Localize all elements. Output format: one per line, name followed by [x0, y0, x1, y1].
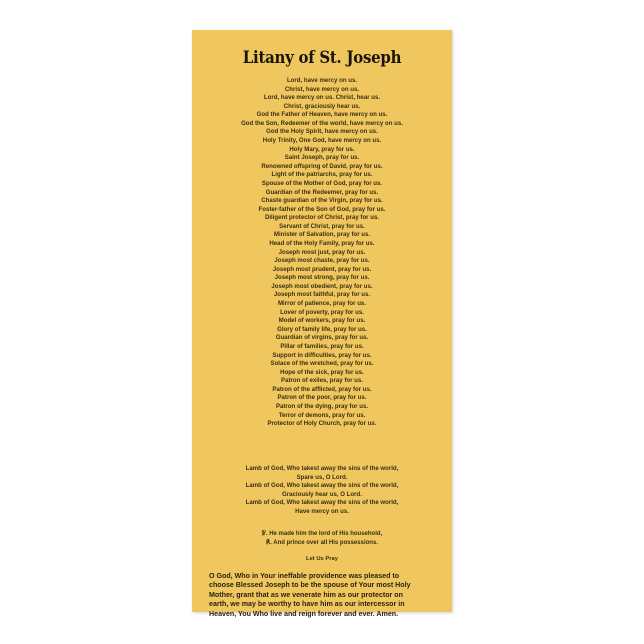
litany-line: Guardian of virgins, pray for us.: [275, 334, 369, 342]
litany-line: Hope of the sick, pray for us.: [280, 368, 364, 376]
litany-line: Joseph most strong, pray for us.: [274, 274, 370, 282]
prayer-line: O God, Who in Your ineffable providence was pleased to: [209, 572, 400, 580]
agnus-dei-line: Graciously hear us, O Lord.: [282, 490, 362, 498]
litany-line: Chaste guardian of the Virgin, pray for us.: [261, 197, 383, 205]
litany-line: Joseph most obedient, pray for us.: [271, 282, 373, 290]
litany-line: Guardian of the Redeemer, pray for us.: [265, 188, 379, 196]
litany-line: Diligent protector of Christ, pray for us.: [264, 214, 380, 222]
agnus-dei-line: Have mercy on us.: [295, 507, 349, 515]
litany-line: Patron of exiles, pray for us.: [281, 377, 363, 385]
versicle-line: ℟. And prince over all His possessions.: [266, 539, 378, 546]
litany-line: Holy Trinity, One God, have mercy on us.: [262, 137, 382, 145]
litany-line: Patron of the poor, pray for us.: [277, 394, 367, 402]
litany-line: Saint Joseph, pray for us.: [284, 154, 360, 162]
litany-line: Foster-father of the Son of God, pray for us.: [258, 205, 386, 213]
litany-line: Patron of the afflicted, pray for us.: [272, 385, 372, 393]
litany-line: Pillar of families, pray for us.: [280, 342, 364, 350]
litany-line: Christ, graciously hear us.: [283, 102, 361, 110]
versicle-response: [192, 530, 452, 547]
litany-line: Model of workers, pray for us.: [278, 317, 366, 325]
litany-line: Light of the patriarchs, pray for us.: [271, 171, 373, 179]
agnus-dei-section: [192, 465, 452, 517]
litany-line: Joseph most chaste, pray for us.: [274, 257, 370, 265]
litany-line: Solace of the wretched, pray for us.: [270, 360, 374, 368]
litany-line: God the Son, Redeemer of the world, have mercy on us.: [241, 119, 403, 127]
prayer-line: choose Blessed Joseph to be the spouse of Your most Holy: [209, 581, 411, 590]
agnus-dei-line: Lamb of God, Who takest away the sins of the world,: [245, 499, 399, 507]
litany-line: Lord, have mercy on us.: [286, 77, 358, 84]
prayer-line: earth, we may be worthy to have him as our intercessor in: [209, 600, 405, 609]
litany-line: Servant of Christ, pray for us.: [279, 222, 365, 230]
litany-line: Lover of poverty, pray for us.: [280, 308, 364, 316]
prayer-line: Mother, grant that as we venerate him as our protector on: [209, 590, 403, 599]
prayer-card: [192, 30, 452, 618]
litany-line: Christ, have mercy on us.: [284, 85, 360, 93]
litany-line: Spouse of the Mother of God, pray for us.: [261, 179, 383, 187]
card-title: Litany of St. Joseph: [242, 48, 402, 68]
litany-invocations: [192, 77, 452, 429]
litany-line: Glory of family life, pray for us.: [277, 325, 367, 333]
litany-line: Terror of demons, pray for us.: [278, 411, 366, 419]
litany-line: Head of the Holy Family, pray for us.: [269, 239, 375, 247]
litany-line: Patron of the dying, pray for us.: [275, 402, 369, 410]
litany-line: Joseph most faithful, pray for us.: [273, 291, 371, 299]
versicle-line: ℣. He made him the lord of His household,: [261, 531, 383, 537]
litany-line: Protector of Holy Church, pray for us.: [267, 420, 377, 428]
agnus-dei-line: Lamb of God, Who takest away the sins of the world,: [245, 465, 399, 472]
let-us-pray-heading: Let Us Pray: [306, 556, 338, 562]
litany-line: God the Father of Heaven, have mercy on us.: [256, 111, 388, 119]
agnus-dei-line: Lamb of God, Who takest away the sins of the world,: [245, 482, 399, 490]
litany-line: Lord, have mercy on us. Christ, hear us.: [263, 94, 381, 102]
litany-line: Mirror of patience, pray for us.: [277, 300, 367, 308]
closing-prayer: [209, 572, 441, 619]
litany-line: Joseph most prudent, pray for us.: [272, 265, 372, 273]
agnus-dei-line: Spare us, O Lord.: [296, 473, 348, 481]
litany-line: God the Holy Spirit, have mercy on us.: [266, 128, 378, 136]
litany-line: Joseph most just, pray for us.: [278, 248, 366, 256]
litany-line: Renowned offspring of David, pray for us.: [261, 162, 383, 170]
prayer-line: Heaven, You Who live and reign forever and ever. Amen.: [209, 609, 399, 618]
litany-line: Minister of Salvation, pray for us.: [273, 231, 371, 239]
litany-line: Support in difficulties, pray for us.: [272, 351, 372, 359]
litany-line: Holy Mary, pray for us.: [289, 145, 355, 153]
